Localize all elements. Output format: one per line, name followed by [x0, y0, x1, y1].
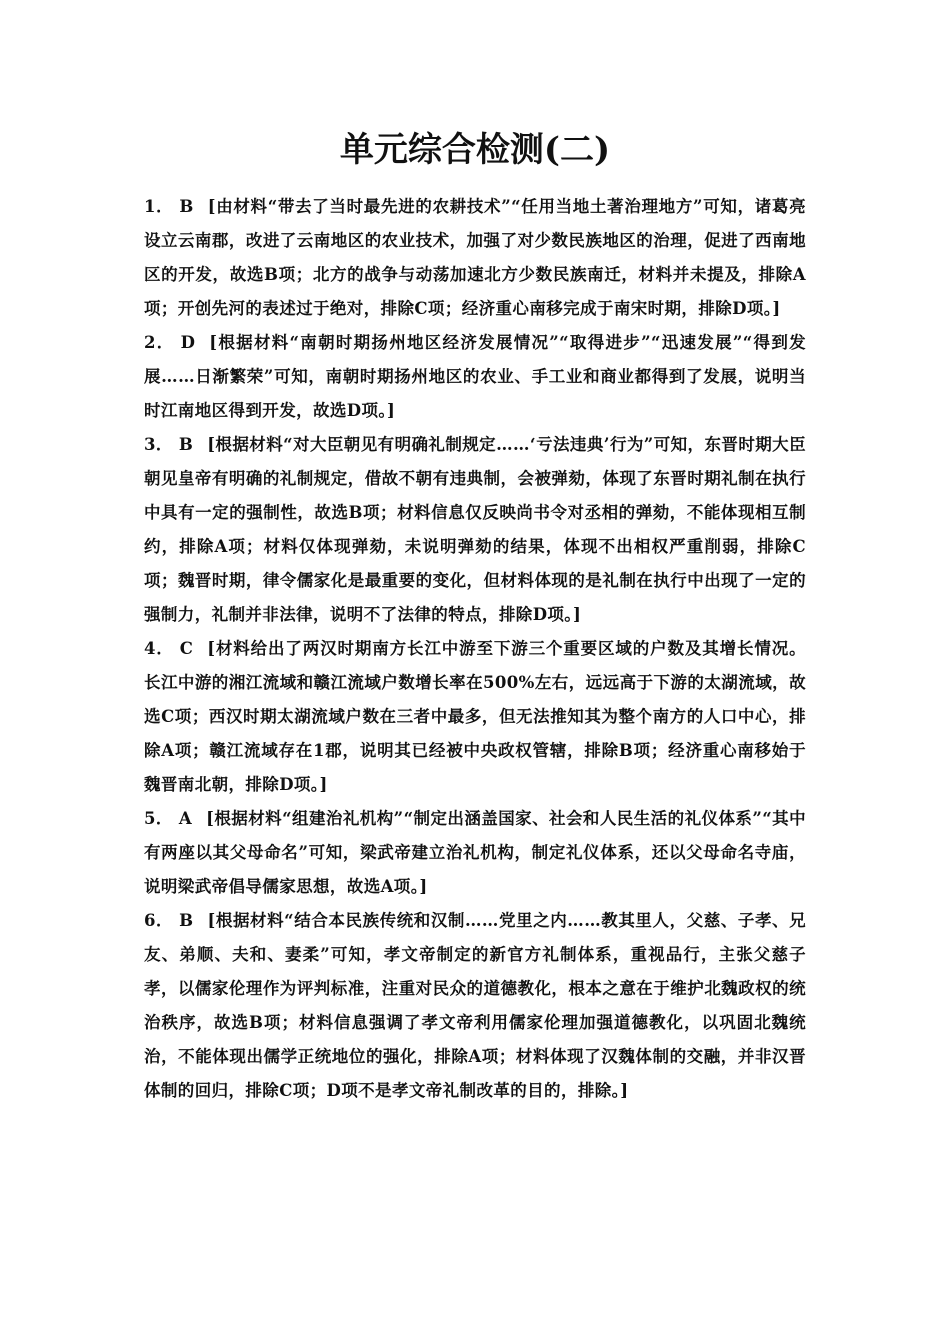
answer-item-1 — [144, 190, 806, 326]
document-page — [144, 124, 806, 1108]
answer-number: 3． — [144, 435, 173, 454]
answer-explanation: [由材料“带去了当时最先进的农耕技术”“任用当地土著治理地方”可知，诸葛亮设立云南郡，改进了云南地区的农业技术，加强了对少数民族地区的治理，促进了西南地区的开发，故选B项；北方的战争与动荡加速北方少数民族南迁，材料并未提及，排除A项；开创先河的表述过于绝对，排除C项；经济重心南移完成于南宋时期，排除D项。] — [144, 197, 806, 318]
answer-number: 6． — [144, 911, 174, 930]
answer-explanation: [材料给出了两汉时期南方长江中游至下游三个重要区域的户数及其增长情况。长江中游的湘江流域和赣江流域户数增长率在500%左右，远远高于下游的太湖流域，故选C项；西汉时期太湖流域户数在三者中最多，但无法推知其为整个南方的人口中心，排除A项；赣江流域存在1郡，说明其已经被中央政权管辖，排除B项；经济重心南移始于魏晋南北朝，排除D项。] — [144, 639, 806, 794]
answer-item-2 — [144, 326, 806, 428]
answer-number: 2． — [144, 333, 175, 352]
answer-item-3 — [144, 428, 806, 632]
answer-item-6 — [144, 904, 806, 1108]
answer-choice: C — [179, 639, 194, 658]
answer-number: 5． — [144, 809, 173, 828]
answer-explanation: [根据材料“组建治礼机构”“制定出涵盖国家、社会和人民生活的礼仪体系”“其中有两座以其父母命名”可知，梁武帝建立治礼机构，制定礼仪体系，还以父母命名寺庙，说明梁武帝倡导儒家思想，故选A项。] — [144, 809, 807, 896]
answer-number: 4． — [144, 639, 174, 658]
answer-explanation: [根据材料“南朝时期扬州地区经济发展情况”“取得进步”“迅速发展”“得到发展……日渐繁荣”可知，南朝时期扬州地区的农业、手工业和商业都得到了发展，说明当时江南地区得到开发，故选D项。] — [144, 333, 807, 420]
answer-choice: B — [178, 435, 194, 454]
answer-item-5 — [144, 802, 806, 904]
answer-number: 1． — [144, 197, 174, 216]
answer-explanation: [根据材料“对大臣朝见有明确礼制规定……‘亏法违典’行为”可知，东晋时期大臣朝见皇帝有明确的礼制规定，借故不朝有违典制，会被弹劾，体现了东晋时期礼制在执行中具有一定的强制性，故选B项；材料信息仅反映尚书令对丞相的弹劾，不能体现相互制约，排除A项；材料仅体现弹劾，未说明弹劾的结果，体现不出相权严重削弱，排除C项；魏晋时期，律令儒家化是最重要的变化，但材料体现的是礼制在执行中出现了一定的强制力，礼制并非法律，说明不了法律的特点，排除D项。] — [144, 435, 806, 624]
answer-item-4 — [144, 632, 806, 802]
answer-choice: B — [179, 911, 194, 930]
answer-choice: A — [178, 809, 193, 828]
answer-choice: B — [179, 197, 194, 216]
page-title: 单元综合检测(二) — [339, 130, 611, 170]
answer-choice: D — [180, 333, 196, 352]
answer-explanation: [根据材料“结合本民族传统和汉制……党里之内……教其里人，父慈、子孝、兄友、弟顺、夫和、妻柔”可知，孝文帝制定的新官方礼制体系，重视品行，主张父慈子孝，以儒家伦理作为评判标准，注重对民众的道德教化，根本之意在于维护北魏政权的统治秩序，故选B项；材料信息强调了孝文帝利用儒家伦理加强道德教化，以巩固北魏统治，不能体现出儒学正统地位的强化，排除A项；材料体现了汉魏体制的交融，并非汉晋体制的回归，排除C项；D项不是孝文帝礼制改革的目的，排除。] — [144, 911, 807, 1100]
